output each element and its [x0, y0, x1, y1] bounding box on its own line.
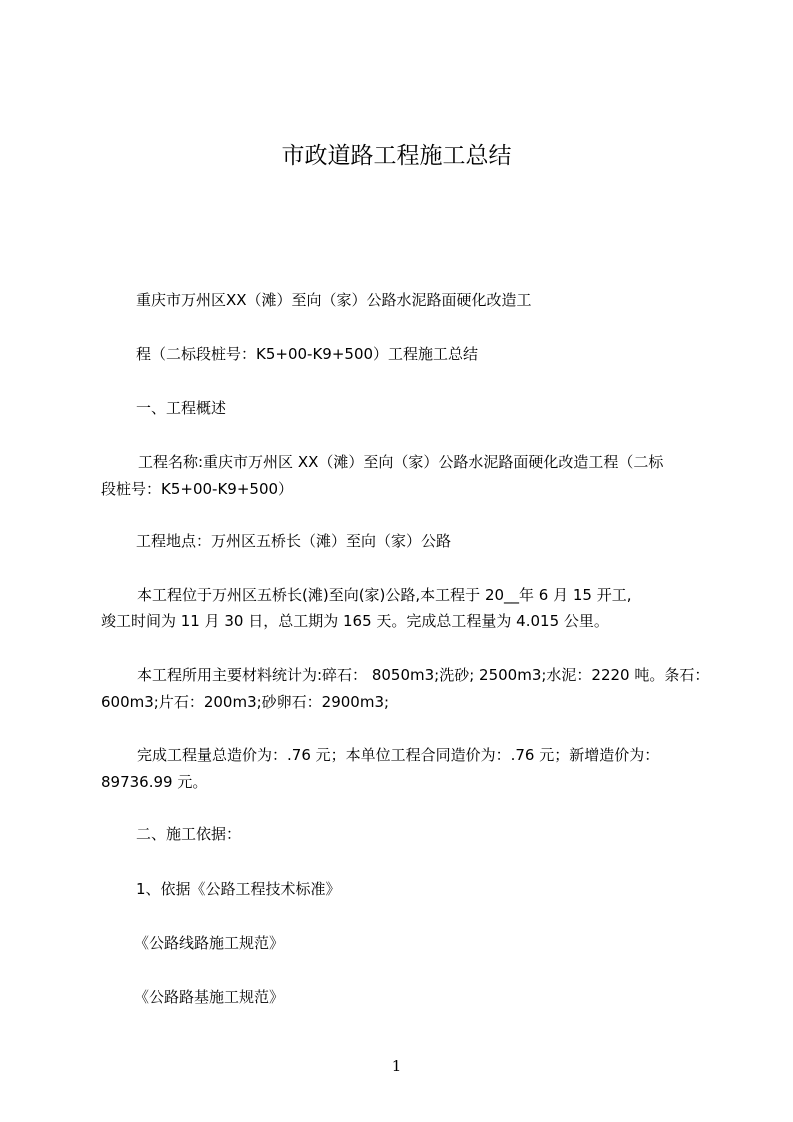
- document-title: 市政道路工程施工总结: [281, 143, 512, 169]
- project-location: 工程地点：万州区五桥长（滩）至向（家）公路: [136, 532, 452, 550]
- heading-line-2: 程（二标段桩号：K5+00-K9+500）工程施工总结: [136, 345, 479, 363]
- materials-line-1: 本工程所用主要材料统计为:碎石： 8050m3;洗砂; 2500m3;水泥：2220 吨。条石：: [137, 666, 710, 684]
- location-paragraph-line-1: 本工程位于万州区五桥长(滩)至向(家)公路,本工程于 20__年 6 月 15 开工,: [137, 586, 632, 604]
- section-heading-basis: 二、施工依据：: [136, 825, 242, 843]
- project-name-line-2: 段桩号：K5+00-K9+500）: [101, 480, 294, 498]
- location-paragraph-line-2: 竣工时间为 11 月 30 日，总工期为 165 天。完成总工程量为 4.015 公里。: [101, 612, 609, 630]
- basis-item-1: 1、依据《公路工程技术标准》: [136, 880, 341, 898]
- page-number: 1: [391, 1057, 402, 1075]
- cost-line-1: 完成工程量总造价为：.76 元；本单位工程合同造价为：.76 元；新增造价为：: [137, 746, 660, 764]
- project-name-line-1: 工程名称:重庆市万州区 XX（滩）至向（家）公路水泥路面硬化改造工程（二标: [138, 453, 664, 471]
- basis-item-2: 《公路线路施工规范》: [134, 934, 285, 952]
- cost-line-2: 89736.99 元。: [101, 773, 208, 791]
- heading-line-1: 重庆市万州区XX（滩）至向（家）公路水泥路面硬化改造工: [136, 291, 532, 309]
- section-heading-overview: 一、工程概述: [136, 399, 227, 417]
- basis-item-3: 《公路路基施工规范》: [134, 988, 285, 1006]
- materials-line-2: 600m3;片石：200m3;砂卵石：2900m3;: [101, 693, 390, 711]
